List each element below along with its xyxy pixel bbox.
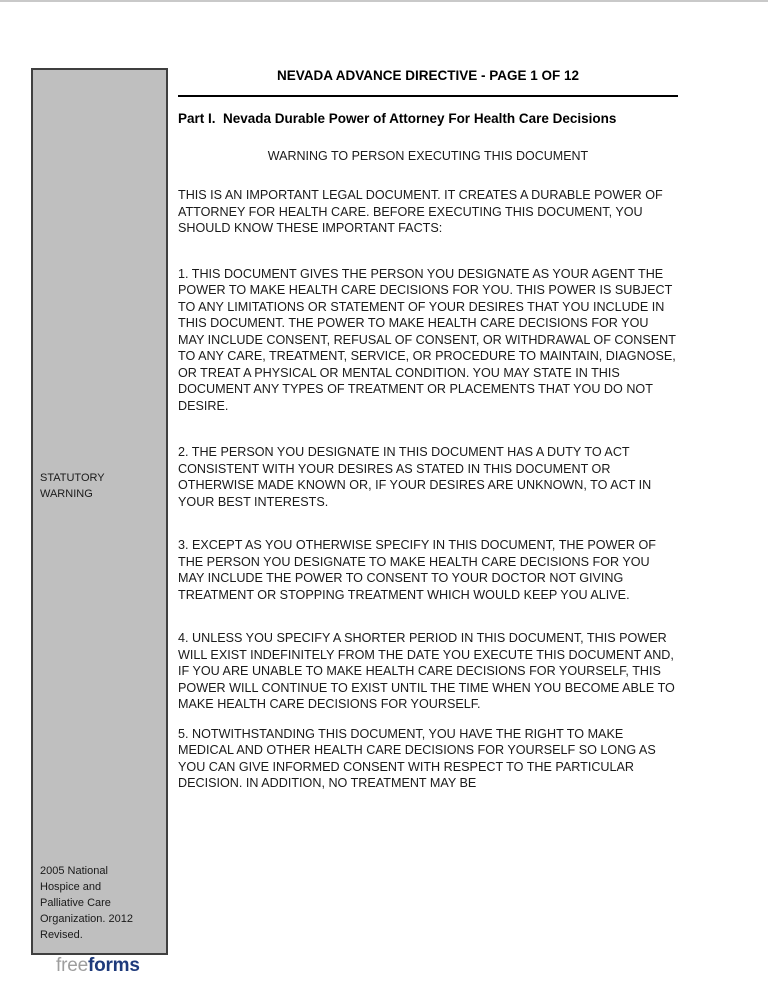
statutory-paragraph-5: 5. NOTWITHSTANDING THIS DOCUMENT, YOU HAVE THE RIGHT TO MAKE MEDICAL AND OTHER HEALTH CARE DECISIONS FOR YOURSELF SO LONG AS YOU CAN GIVE INFORMED CONSENT WITH RESPECT TO THE PARTICULAR DECISION. IN ADDITION, NO TREATMENT MAY BE	[178, 726, 656, 790]
page-top-edge	[0, 0, 768, 2]
statutory-paragraph-4: 4. UNLESS YOU SPECIFY A SHORTER PERIOD IN THIS DOCUMENT, THIS POWER WILL EXIST INDEFINITELY FROM THE DATE YOU EXECUTE THIS DOCUMENT AND, IF YOU ARE UNABLE TO MAKE HEALTH CARE DECISIONS FOR YOURSELF, THIS POWER WILL CONTINUE TO EXIST UNTIL THE TIME WHEN YOU BECOME ABLE TO MAKE HEALTH CARE DECISIONS FOR YOURSELF.	[178, 631, 675, 711]
logo-forms-text: forms	[87, 955, 140, 976]
statutory-paragraph-1: 1. THIS DOCUMENT GIVES THE PERSON YOU DESIGNATE AS YOUR AGENT THE POWER TO MAKE HEALTH CARE DECISIONS FOR YOU. THIS POWER IS SUBJECT TO ANY LIMITATIONS OR STATEMENT OF YOUR DESIRES THAT YOU INCLUDE IN THIS DOCUMENT. THE POWER TO MAKE HEALTH CARE DECISIONS FOR YOU MAY INCLUDE CONSENT, REFUSAL OF CONSENT, OR WITHDRAWAL OF CONSENT TO ANY CARE, TREATMENT, SERVICE, OR PROCEDURE TO MAINTAIN, DIAGNOSE, OR TREAT A PHYSICAL OR MENTAL CONDITION. YOU MAY STATE IN THIS DOCUMENT ANY TYPES OF TREATMENT OR PLACEMENTS THAT YOU DO NOT DESIRE.	[178, 266, 676, 413]
warning-heading: WARNING TO PERSON EXECUTING THIS DOCUMENT	[267, 149, 589, 163]
paragraph-intro: THIS IS AN IMPORTANT LEGAL DOCUMENT. IT CREATES A DURABLE POWER OF ATTORNEY FOR HEALTH CARE. BEFORE EXECUTING THIS DOCUMENT, YOU SHOULD KNOW THESE IMPORTANT FACTS:	[178, 188, 663, 235]
page-title: NEVADA ADVANCE DIRECTIVE - PAGE 1 OF 12	[276, 68, 580, 83]
document-content	[178, 68, 678, 792]
sidebar-statutory-warning-label: STATUTORY WARNING	[40, 472, 105, 500]
logo-free-text: free	[56, 955, 88, 976]
part-heading: Part I. Nevada Durable Power of Attorney For Health Care Decisions	[178, 111, 617, 126]
statutory-warning-sidebar	[31, 68, 168, 955]
statutory-paragraph-3: 3. EXCEPT AS YOU OTHERWISE SPECIFY IN THIS DOCUMENT, THE POWER OF THE PERSON YOU DESIGNATE TO MAKE HEALTH CARE DECISIONS FOR YOU MAY INCLUDE THE POWER TO CONSENT TO YOUR DOCTOR NOT GIVING TREATMENT OR STOPPING TREATMENT WHICH WOULD KEEP YOU ALIVE.	[178, 538, 656, 602]
title-rule	[178, 95, 678, 97]
freeforms-logo	[56, 955, 140, 977]
sidebar-credit-text: 2005 National Hospice and Palliative Care Organization. 2012 Revised.	[40, 865, 133, 941]
statutory-paragraph-2: 2. THE PERSON YOU DESIGNATE IN THIS DOCUMENT HAS A DUTY TO ACT CONSISTENT WITH YOUR DESIRES AS STATED IN THIS DOCUMENT OR OTHERWISE MADE KNOWN OR, IF YOUR DESIRES ARE UNKNOWN, TO ACT IN YOUR BEST INTERESTS.	[178, 445, 652, 509]
